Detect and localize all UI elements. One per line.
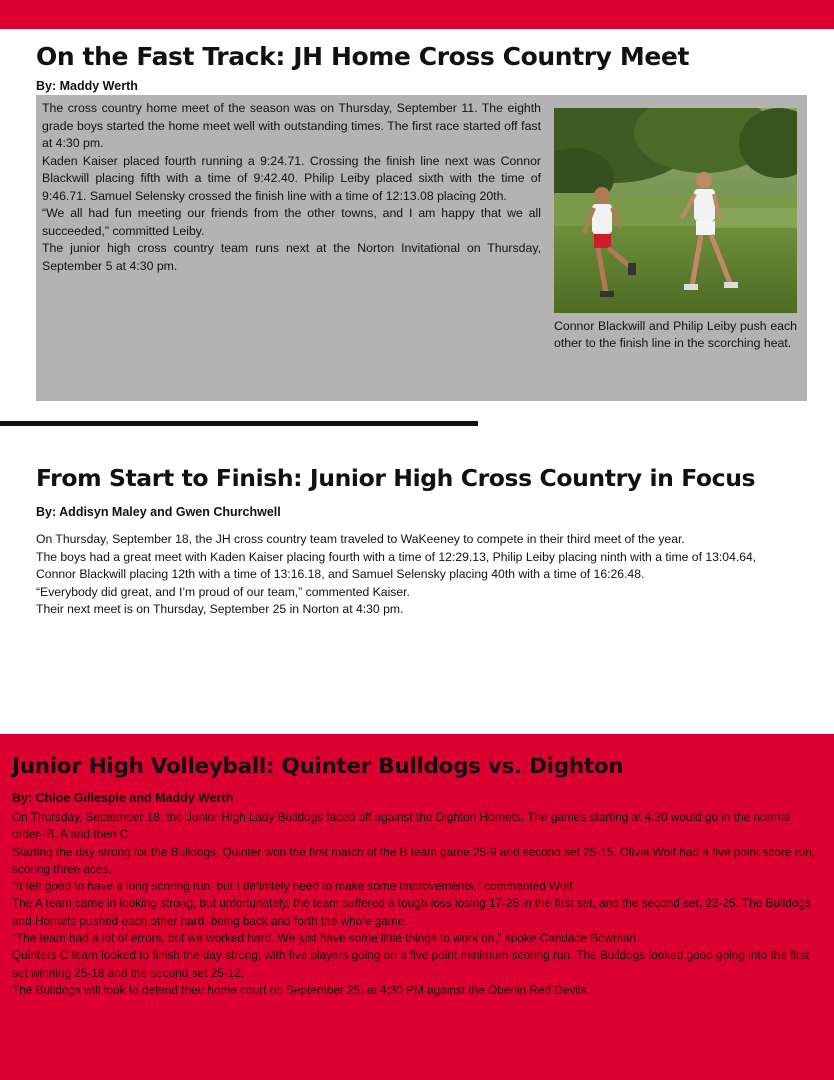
article1-box xyxy=(36,95,807,401)
article3-paragraph: The A team came in looking strong, but unfortunately, the team suffered a tough loss losing 17-25 in the first set, and the second set, 23-25. The Bulldogs and Hornets pushed each other hard, being back and forth the whole game. xyxy=(12,896,811,928)
photo-caption: Connor Blackwill and Philip Leiby push each other to the finish line in the scorching heat. xyxy=(554,319,797,350)
article2-body xyxy=(36,531,799,619)
article3-body xyxy=(12,809,822,999)
article3-paragraph: The Bulldogs will look to defend their home court on September 25, at 4:30 PM against the Oberlin Red Devils. xyxy=(12,982,590,997)
runners-photo xyxy=(554,108,797,313)
article1-paragraph: Kaden Kaiser placed fourth running a 9:24.71. Crossing the finish line next was Connor Blackwill placing fifth with a time of 9:42.40. Philip Leiby placed sixth with the time of 9:46.71. Samuel Selensky crossed the finish line with a time of 12:13.08 placing 20th. xyxy=(42,153,541,203)
article3-paragraph: Starting the day strong for the Bulldogs, Quinter won the first match of the B team game 25-9 and second set 25-15. Olivia Wolf had a five point score run, scoring three aces. xyxy=(12,844,816,876)
article2-paragraph: Their next meet is on Thursday, September 25 in Norton at 4:30 pm. xyxy=(36,602,404,616)
article3-paragraph: “It felt good to have a long scoring run, but I definitely need to make some improvements,” commented Wolf. xyxy=(12,879,576,894)
volleyball-section xyxy=(0,734,834,1080)
article1-paragraph: “We all had fun meeting our friends from the other towns, and I am happy that we all succeeded,” committed Leiby. xyxy=(42,206,541,238)
article2-paragraph: The boys had a great meet with Kaden Kaiser placing fourth with a time of 12:29.13, Philip Leiby placing ninth with a time of 13:04.64, Connor Blackwill placing 12th with a time of 13:16.18, and Samuel Selensky placing 40th with a time of 16:26.48. xyxy=(36,549,757,581)
article3-title: Junior High Volleyball: Quinter Bulldogs vs. Dighton xyxy=(12,754,624,779)
top-red-banner xyxy=(0,0,834,29)
article1-byline: By: Maddy Werth xyxy=(36,79,138,93)
article1-paragraph: The cross country home meet of the season was on Thursday, September 11. The eighth grade boys started the home meet well with outstanding times. The first race started off fast at 4:30 pm. xyxy=(42,101,541,150)
article3-paragraph: On Thursday, September 18, the Junior High Lady Bulldogs faced off against the Dighton Hornets. The games starting at 4:30 would go in the normal order–B, A and then C. xyxy=(12,810,790,842)
article3-paragraph: “The team had a lot of errors, but we worked hard. We just have some little things to work on,” spoke Candace Bowman. xyxy=(12,931,640,946)
section-divider xyxy=(0,421,478,426)
article3-byline: By: Chloe Gillespie and Maddy Werth xyxy=(12,791,234,805)
article1-body xyxy=(42,100,541,275)
article1-paragraph: The junior high cross country team runs next at the Norton Invitational on Thursday, September 5 at 4:30 pm. xyxy=(42,241,541,273)
article2-paragraph: “Everybody did great, and I’m proud of our team,” commented Kaiser. xyxy=(36,584,410,599)
article2-title: From Start to Finish: Junior High Cross Country in Focus xyxy=(36,464,756,492)
article1-title: On the Fast Track: JH Home Cross Country Meet xyxy=(36,42,690,71)
article2-paragraph: On Thursday, September 18, the JH cross country team traveled to WaKeeney to compete in their third meet of the year. xyxy=(36,532,685,546)
article3-paragraph: Quinters C team looked to finish the day strong, with five players going on a five point minimum scoring run. The Bulldogs looked good going into the first set winning 25-18 and the second set 25-12. xyxy=(12,948,810,980)
article2-byline: By: Addisyn Maley and Gwen Churchwell xyxy=(36,505,281,519)
